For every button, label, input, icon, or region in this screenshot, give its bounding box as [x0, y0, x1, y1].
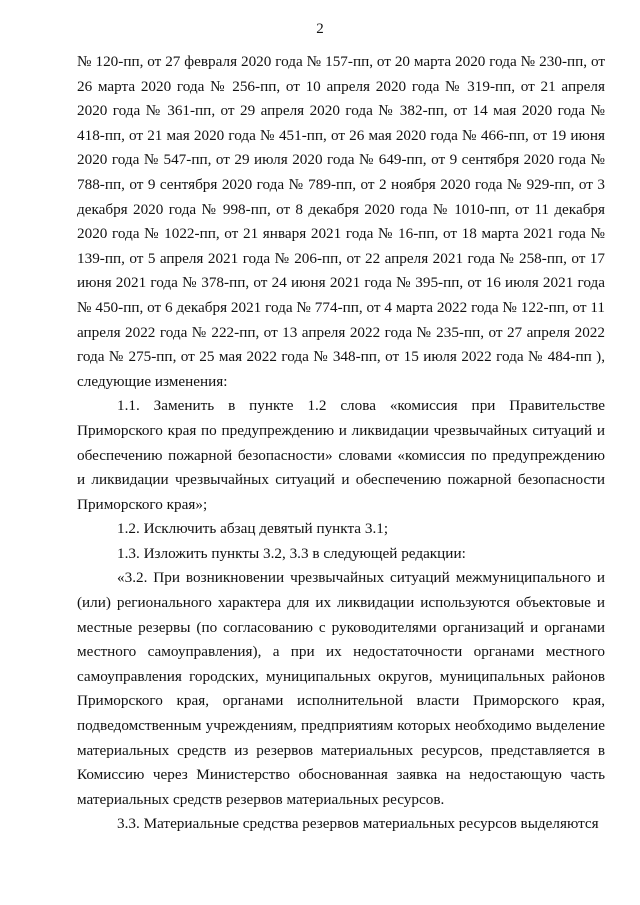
paragraph-item-1-2: 1.2. Исключить абзац девятый пункта 3.1;: [117, 520, 389, 538]
paragraph-amendment-list: № 120-пп, от 27 февраля 2020 года № 157-пп, от 20 марта 2020 года № 230-пп, от 26 марта 2020 года № 256-пп, от 10 апреля 2020 года № 319-пп, от 21 апреля 2020 года № 361-пп, от 29 апреля 2020 года № 382-пп, от 14 мая 2020 года № 418-пп, от 21 мая 2020 года № 451-пп, от 26 мая 2020 года № 466-пп, от 19 июня 2020 года № 547-пп, от 29 июля 2020 года № 649-пп, от 9 сентября 2020 года № 788-пп, от 9 сентября 2020 года № 789-пп, от 2 ноября 2020 года № 929-пп, от 3 декабря 2020 года № 998-пп, от 8 декабря 2020 года № 1010-пп, от 11 декабря 2020 года № 1022-пп, от 21 января 2021 года № 16-пп, от 18 марта 2021 года № 139-пп, от 5 апреля 2021 года № 206-пп, от 22 апреля 2021 года № 258-пп, от 17 июня 2021 года № 378-пп, от 24 июня 2021 года № 395-пп, от 16 июля 2021 года № 450-пп, от 6 декабря 2021 года № 774-пп, от 4 марта 2022 года № 122-пп, от 11 апреля 2022 года № 222-пп, от 13 апреля 2022 года № 235-пп, от 27 апреля 2022 года № 275-пп, от 25 мая 2022 года № 348-пп, от 15 июля 2022 года № 484-пп ), следующие изменения:: [77, 53, 605, 390]
paragraph-item-1-3: 1.3. Изложить пункты 3.2, 3.3 в следующей редакции:: [117, 544, 466, 562]
page-number: 2: [316, 21, 324, 37]
document-body: [77, 50, 605, 837]
paragraph-item-1-1: 1.1. Заменить в пункте 1.2 слова «комиссия при Правительстве Приморского края по предупреждению и ликвидации чрезвычайных ситуаций и обеспечению пожарной безопасности» словами «комиссия по предупреждению и ликвидации чрезвычайных ситуаций и обеспечению пожарной безопасности Приморского края»;: [77, 397, 605, 513]
paragraph-item-3-2: «3.2. При возникновении чрезвычайных ситуаций межмуниципального и (или) регионального характера для их ликвидации используются объектовые и местные резервы (по согласованию с руководителями организаций и органами местного самоуправления), а при их недостаточности органами местного самоуправления городских, муниципальных округов, муниципальных районов Приморского края, органами исполнительной власти Приморского края, подведомственным учреждениям, предприятиям которых необходимо выделение материальных средств из резервов материальных ресурсов, представляется в Комиссию через Министерство обоснованная заявка на недостающую часть материальных средств резервов материальных ресурсов.: [77, 569, 605, 808]
paragraph-item-3-3: 3.3. Материальные средства резервов материальных ресурсов выделяются: [117, 815, 599, 833]
